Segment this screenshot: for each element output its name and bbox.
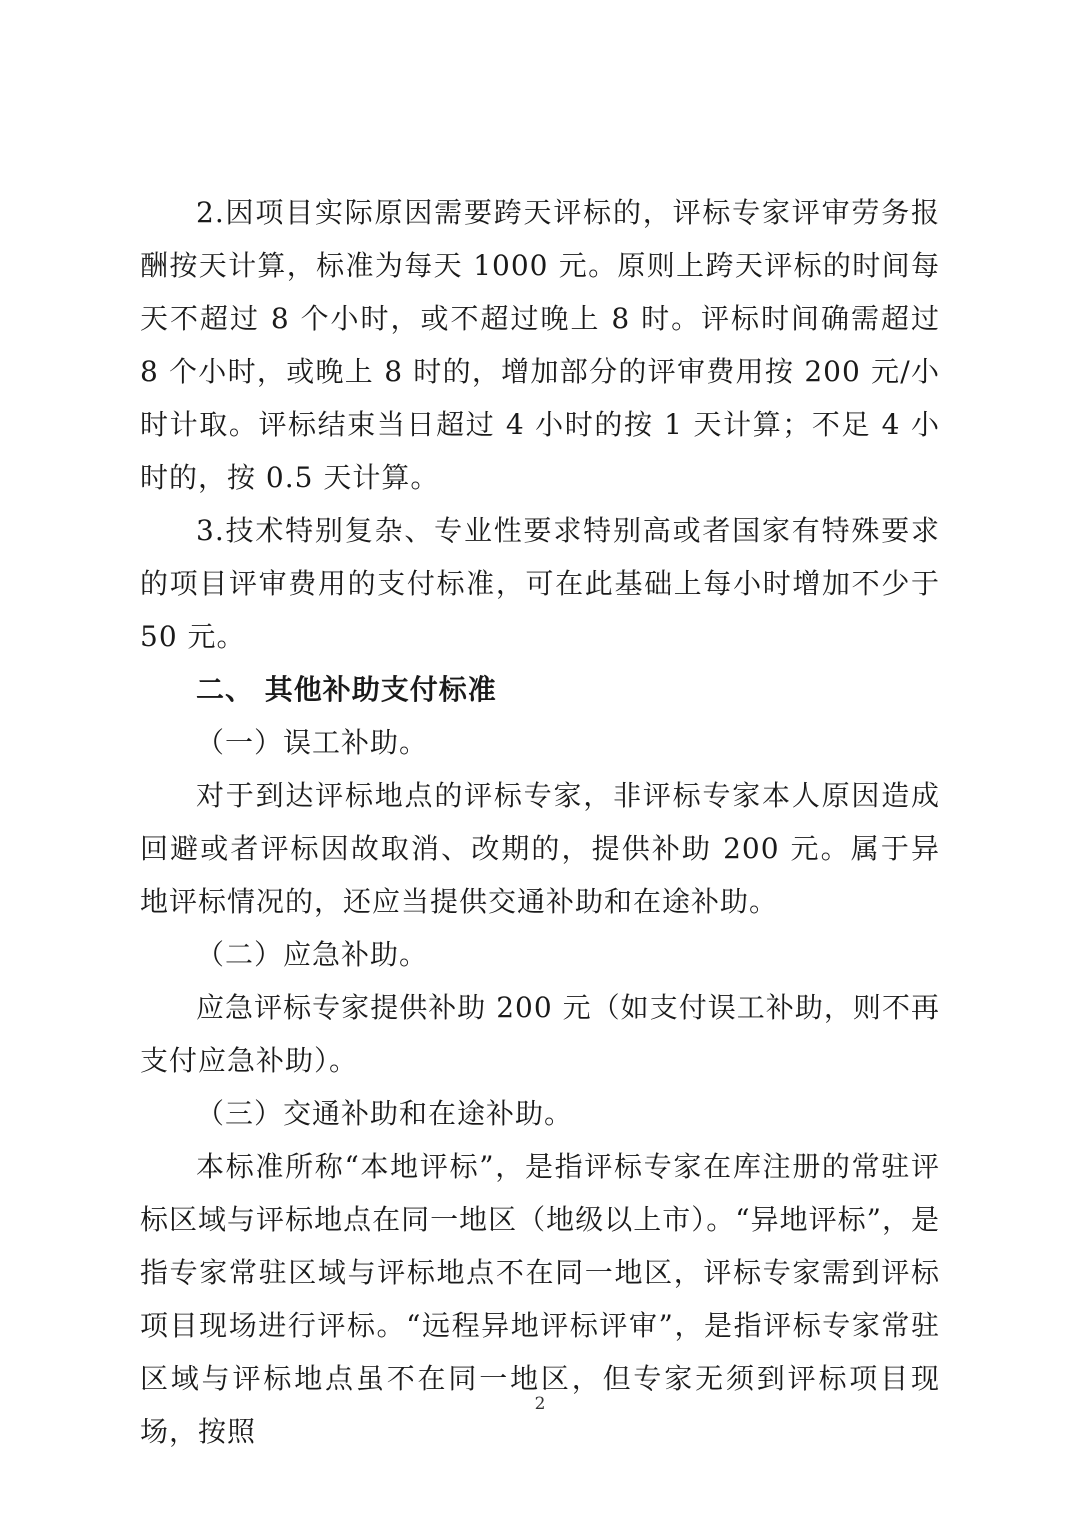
subsection-title-transport: （三）交通补助和在途补助。 — [196, 1097, 574, 1130]
subsection-body-lost-work: 对于到达评标地点的评标专家，非评标专家本人原因造成回避或者评标因故取消、改期的，提供补助 200 元。属于异地评标情况的，还应当提供交通补助和在途补助。 — [140, 779, 940, 918]
subsection-title-lost-work: （一）误工补助。 — [196, 726, 429, 759]
paragraph-complex-project-fee: 3.技术特别复杂、专业性要求特别高或者国家有特殊要求的项目评审费用的支付标准，可在此基础上每小时增加不少于 50 元。 — [140, 514, 940, 653]
subsection-body-transport: 本标准所称“本地评标”，是指评标专家在库注册的常驻评标区域与评标地点在同一地区（地级以上市）。“异地评标”，是指专家常驻区域与评标地点不在同一地区，评标专家需到评标项目现场进行评标。“远程异地评标评审”，是指评标专家常驻区域与评标地点虽不在同一地区，但专家无须到评标项目现场，按照 — [140, 1150, 940, 1448]
document-body — [140, 186, 940, 1458]
section-heading-other-subsidies: 二、 其他补助支付标准 — [196, 673, 497, 706]
paragraph-cross-day-fee: 2.因项目实际原因需要跨天评标的，评标专家评审劳务报酬按天计算，标准为每天 1000 元。原则上跨天评标的时间每天不超过 8 个小时，或不超过晚上 8 时。评标时间确需超过 8 个小时，或晚上 8 时的，增加部分的评审费用按 200 元/小时计取。评标结束当日超过 4 小时的按 1 天计算；不足 4 小时的，按 0.5 天计算。 — [140, 196, 940, 494]
subsection-title-emergency: （二）应急补助。 — [196, 938, 429, 971]
page-number: 2 — [534, 1394, 546, 1414]
subsection-body-emergency: 应急评标专家提供补助 200 元（如支付误工补助，则不再支付应急补助）。 — [140, 991, 940, 1077]
